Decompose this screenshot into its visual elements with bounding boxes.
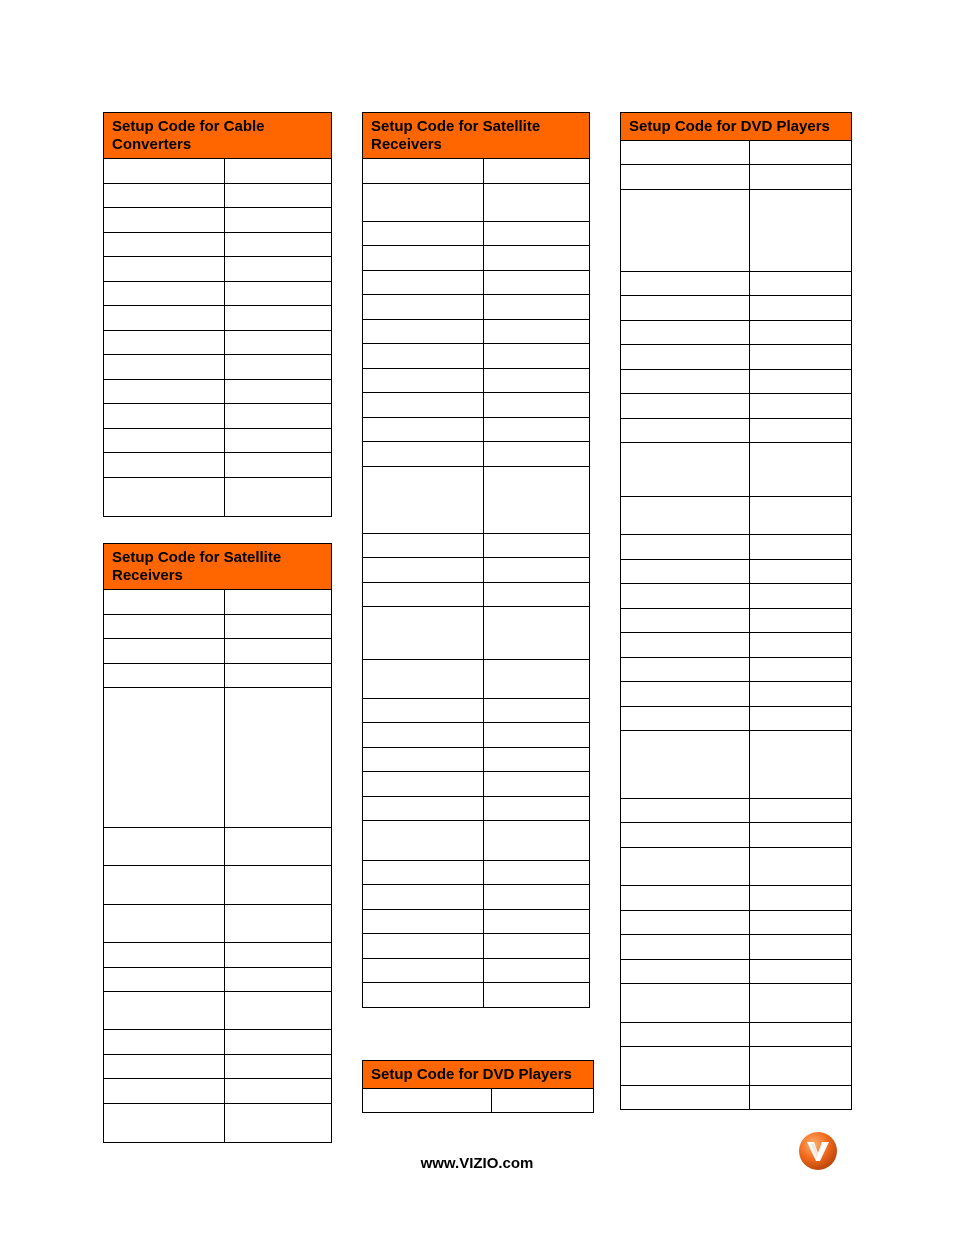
code-cell <box>225 478 332 517</box>
code-cell <box>750 960 852 984</box>
brand-cell <box>104 828 225 866</box>
code-cell <box>750 419 852 443</box>
table-title: Setup Code for DVD Players <box>621 113 852 141</box>
code-cell <box>750 886 852 911</box>
table-row <box>363 861 590 885</box>
table-row <box>104 664 332 688</box>
code-cell <box>750 370 852 394</box>
code-cell <box>484 271 590 295</box>
code-cell <box>484 184 590 222</box>
code-cell <box>484 748 590 772</box>
brand-cell <box>621 321 750 345</box>
brand-cell <box>363 910 484 934</box>
code-cell <box>225 1079 332 1104</box>
code-cell <box>484 861 590 885</box>
table-row <box>363 660 590 699</box>
brand-cell <box>621 633 750 658</box>
footer-website-url: www.VIZIO.com <box>420 1155 534 1172</box>
code-cell <box>750 141 852 165</box>
table-row <box>104 688 332 828</box>
table-row <box>363 885 590 910</box>
table-row <box>104 159 332 184</box>
code-cell <box>750 984 852 1023</box>
brand-cell <box>104 453 225 478</box>
table-row <box>621 848 852 886</box>
table-row <box>363 558 590 583</box>
table-row <box>363 910 590 934</box>
code-cell <box>750 272 852 296</box>
table-row <box>104 233 332 257</box>
brand-cell <box>104 184 225 208</box>
brand-cell <box>104 905 225 943</box>
code-cell <box>750 394 852 419</box>
table-row <box>104 355 332 380</box>
table-row <box>363 723 590 748</box>
code-cell <box>484 959 590 983</box>
table-row <box>621 535 852 560</box>
code-cell <box>750 823 852 848</box>
table-row <box>104 453 332 478</box>
code-cell <box>750 535 852 560</box>
table-row <box>363 369 590 393</box>
table-row <box>363 748 590 772</box>
code-cell <box>225 453 332 478</box>
brand-cell <box>104 478 225 517</box>
code-cell <box>225 1055 332 1079</box>
code-cell <box>750 443 852 497</box>
code-cell <box>225 590 332 615</box>
brand-cell <box>621 141 750 165</box>
table-row <box>363 222 590 246</box>
brand-cell <box>363 320 484 344</box>
table-row <box>621 633 852 658</box>
brand-cell <box>104 615 225 639</box>
code-cell <box>484 885 590 910</box>
code-cell <box>225 968 332 992</box>
code-cell <box>750 296 852 321</box>
brand-cell <box>363 558 484 583</box>
table-row <box>621 1086 852 1110</box>
table-row <box>363 418 590 442</box>
table-row <box>621 394 852 419</box>
satellite-receiver-code-table-left <box>103 543 332 1143</box>
table-row <box>621 497 852 535</box>
brand-cell <box>104 282 225 306</box>
code-cell <box>484 723 590 748</box>
code-cell <box>225 282 332 306</box>
code-cell <box>750 911 852 935</box>
table-row <box>621 443 852 497</box>
table-row <box>104 1055 332 1079</box>
table-row <box>621 345 852 370</box>
table-row <box>363 772 590 797</box>
table-row <box>621 190 852 272</box>
dvd-player-code-table-middle <box>362 1060 594 1113</box>
table-row <box>104 404 332 429</box>
code-cell <box>225 184 332 208</box>
table-row <box>621 935 852 960</box>
brand-cell <box>621 886 750 911</box>
table-row <box>621 272 852 296</box>
brand-cell <box>621 296 750 321</box>
brand-cell <box>104 688 225 828</box>
table-row <box>621 960 852 984</box>
code-cell <box>225 159 332 184</box>
table-row <box>104 380 332 404</box>
table-row <box>621 321 852 345</box>
table-row <box>621 707 852 731</box>
table-row <box>104 590 332 615</box>
code-cell <box>492 1089 594 1113</box>
table-row <box>104 828 332 866</box>
brand-cell <box>621 682 750 707</box>
table-row <box>621 141 852 165</box>
brand-cell <box>363 467 484 534</box>
code-cell <box>484 934 590 959</box>
code-cell <box>750 497 852 535</box>
brand-cell <box>363 1089 492 1113</box>
table-row <box>363 295 590 320</box>
brand-cell <box>363 607 484 660</box>
brand-cell <box>104 1104 225 1143</box>
vizio-v-logo-icon <box>798 1131 838 1171</box>
brand-cell <box>621 1047 750 1086</box>
code-cell <box>225 615 332 639</box>
brand-cell <box>621 394 750 419</box>
code-cell <box>484 607 590 660</box>
dvd-player-code-table-right <box>620 112 852 1110</box>
table-row <box>104 1104 332 1143</box>
brand-cell <box>621 609 750 633</box>
code-cell <box>484 295 590 320</box>
table-row <box>621 886 852 911</box>
table-row <box>363 583 590 607</box>
brand-cell <box>621 707 750 731</box>
code-cell <box>225 208 332 233</box>
code-cell <box>750 321 852 345</box>
cable-converter-code-table <box>103 112 332 517</box>
brand-cell <box>621 911 750 935</box>
table-row <box>363 393 590 418</box>
code-cell <box>484 467 590 534</box>
code-cell <box>484 583 590 607</box>
brand-cell <box>621 370 750 394</box>
brand-cell <box>104 208 225 233</box>
table-row <box>104 615 332 639</box>
code-cell <box>750 707 852 731</box>
code-cell <box>750 1086 852 1110</box>
brand-cell <box>621 345 750 370</box>
table-title: Setup Code for Satellite Receivers <box>104 544 332 590</box>
brand-cell <box>363 797 484 821</box>
code-cell <box>484 660 590 699</box>
code-cell <box>225 355 332 380</box>
brand-cell <box>363 222 484 246</box>
table-row <box>363 271 590 295</box>
table-row <box>104 992 332 1030</box>
table-row <box>363 983 590 1008</box>
table-row <box>104 184 332 208</box>
brand-cell <box>104 429 225 453</box>
code-cell <box>225 257 332 282</box>
brand-cell <box>363 246 484 271</box>
table-row <box>363 959 590 983</box>
code-cell <box>750 609 852 633</box>
code-cell <box>750 190 852 272</box>
brand-cell <box>363 534 484 558</box>
table-row <box>104 208 332 233</box>
brand-cell <box>363 772 484 797</box>
code-cell <box>225 429 332 453</box>
brand-cell <box>621 535 750 560</box>
table-row <box>104 282 332 306</box>
table-row <box>104 1030 332 1055</box>
brand-cell <box>363 583 484 607</box>
table-row <box>363 246 590 271</box>
code-cell <box>750 682 852 707</box>
table-row <box>104 429 332 453</box>
brand-cell <box>363 159 484 184</box>
brand-cell <box>104 968 225 992</box>
table-row <box>621 1023 852 1047</box>
table-row <box>104 968 332 992</box>
code-cell <box>225 664 332 688</box>
table-row <box>621 165 852 190</box>
code-cell <box>484 442 590 467</box>
brand-cell <box>104 1030 225 1055</box>
brand-cell <box>621 823 750 848</box>
code-cell <box>484 910 590 934</box>
brand-cell <box>621 584 750 609</box>
table-row <box>363 467 590 534</box>
code-cell <box>225 1104 332 1143</box>
brand-cell <box>104 590 225 615</box>
code-cell <box>750 633 852 658</box>
table-row <box>104 866 332 905</box>
table-row <box>363 534 590 558</box>
brand-cell <box>363 861 484 885</box>
brand-cell <box>621 190 750 272</box>
brand-cell <box>621 443 750 497</box>
table-row <box>104 943 332 968</box>
code-cell <box>484 393 590 418</box>
table-row <box>621 609 852 633</box>
brand-cell <box>104 1055 225 1079</box>
brand-cell <box>363 393 484 418</box>
code-cell <box>750 1047 852 1086</box>
table-row <box>621 658 852 682</box>
brand-cell <box>104 1079 225 1104</box>
table-row <box>363 607 590 660</box>
brand-cell <box>621 165 750 190</box>
table-row <box>104 639 332 664</box>
brand-cell <box>104 257 225 282</box>
brand-cell <box>621 960 750 984</box>
table-row <box>621 823 852 848</box>
table-row <box>104 478 332 517</box>
brand-cell <box>621 419 750 443</box>
table-row <box>104 306 332 331</box>
brand-cell <box>104 943 225 968</box>
code-cell <box>225 639 332 664</box>
brand-cell <box>363 723 484 748</box>
table-row <box>621 799 852 823</box>
code-cell <box>484 159 590 184</box>
brand-cell <box>104 664 225 688</box>
brand-cell <box>621 935 750 960</box>
brand-cell <box>621 272 750 296</box>
brand-cell <box>363 295 484 320</box>
code-cell <box>750 165 852 190</box>
code-cell <box>484 558 590 583</box>
code-cell <box>484 797 590 821</box>
brand-cell <box>104 331 225 355</box>
code-cell <box>484 222 590 246</box>
table-row <box>621 419 852 443</box>
satellite-receiver-code-table-middle <box>362 112 590 1008</box>
brand-cell <box>621 658 750 682</box>
code-cell <box>484 418 590 442</box>
code-cell <box>484 320 590 344</box>
code-cell <box>750 345 852 370</box>
table-row <box>621 911 852 935</box>
brand-cell <box>363 885 484 910</box>
code-cell <box>750 560 852 584</box>
table-row <box>621 296 852 321</box>
brand-cell <box>621 1086 750 1110</box>
table-row <box>363 159 590 184</box>
code-cell <box>750 799 852 823</box>
table-row <box>621 370 852 394</box>
table-row <box>363 1089 594 1113</box>
brand-cell <box>621 560 750 584</box>
code-cell <box>750 584 852 609</box>
table-row <box>104 257 332 282</box>
brand-cell <box>104 992 225 1030</box>
code-cell <box>484 983 590 1008</box>
brand-cell <box>363 959 484 983</box>
code-cell <box>750 848 852 886</box>
brand-cell <box>621 799 750 823</box>
table-row <box>363 320 590 344</box>
brand-cell <box>621 1023 750 1047</box>
brand-cell <box>363 184 484 222</box>
brand-cell <box>621 848 750 886</box>
brand-cell <box>363 983 484 1008</box>
brand-cell <box>363 344 484 369</box>
code-cell <box>484 369 590 393</box>
table-row <box>104 331 332 355</box>
brand-cell <box>104 233 225 257</box>
brand-cell <box>621 984 750 1023</box>
brand-cell <box>104 380 225 404</box>
code-cell <box>225 404 332 429</box>
code-cell <box>225 866 332 905</box>
brand-cell <box>104 639 225 664</box>
code-cell <box>225 905 332 943</box>
code-cell <box>750 1023 852 1047</box>
code-cell <box>750 935 852 960</box>
table-row <box>621 731 852 799</box>
table-row <box>363 934 590 959</box>
table-row <box>363 184 590 222</box>
table-row <box>363 442 590 467</box>
table-row <box>104 1079 332 1104</box>
brand-cell <box>104 866 225 905</box>
table-row <box>363 821 590 861</box>
table-row <box>621 560 852 584</box>
brand-cell <box>621 497 750 535</box>
code-cell <box>225 828 332 866</box>
code-cell <box>484 246 590 271</box>
code-cell <box>750 658 852 682</box>
table-row <box>621 584 852 609</box>
code-cell <box>225 380 332 404</box>
code-cell <box>484 344 590 369</box>
table-row <box>621 1047 852 1086</box>
brand-cell <box>363 418 484 442</box>
table-row <box>621 984 852 1023</box>
table-title: Setup Code for DVD Players <box>363 1061 594 1089</box>
table-row <box>363 797 590 821</box>
table-row <box>363 344 590 369</box>
table-title: Setup Code for Cable Converters <box>104 113 332 159</box>
brand-cell <box>363 369 484 393</box>
table-row <box>104 905 332 943</box>
code-cell <box>484 772 590 797</box>
brand-cell <box>104 306 225 331</box>
brand-cell <box>363 821 484 861</box>
brand-cell <box>104 355 225 380</box>
code-cell <box>225 943 332 968</box>
code-cell <box>225 233 332 257</box>
code-cell <box>484 821 590 861</box>
brand-cell <box>363 699 484 723</box>
table-row <box>363 699 590 723</box>
code-cell <box>225 992 332 1030</box>
code-cell <box>225 1030 332 1055</box>
brand-cell <box>363 442 484 467</box>
code-cell <box>484 534 590 558</box>
code-cell <box>750 731 852 799</box>
code-cell <box>484 699 590 723</box>
brand-cell <box>104 404 225 429</box>
table-row <box>621 682 852 707</box>
brand-cell <box>621 731 750 799</box>
code-cell <box>225 306 332 331</box>
code-cell <box>225 688 332 828</box>
brand-cell <box>363 748 484 772</box>
brand-cell <box>363 660 484 699</box>
brand-cell <box>104 159 225 184</box>
brand-cell <box>363 934 484 959</box>
table-title: Setup Code for Satellite Receivers <box>363 113 590 159</box>
code-cell <box>225 331 332 355</box>
brand-cell <box>363 271 484 295</box>
